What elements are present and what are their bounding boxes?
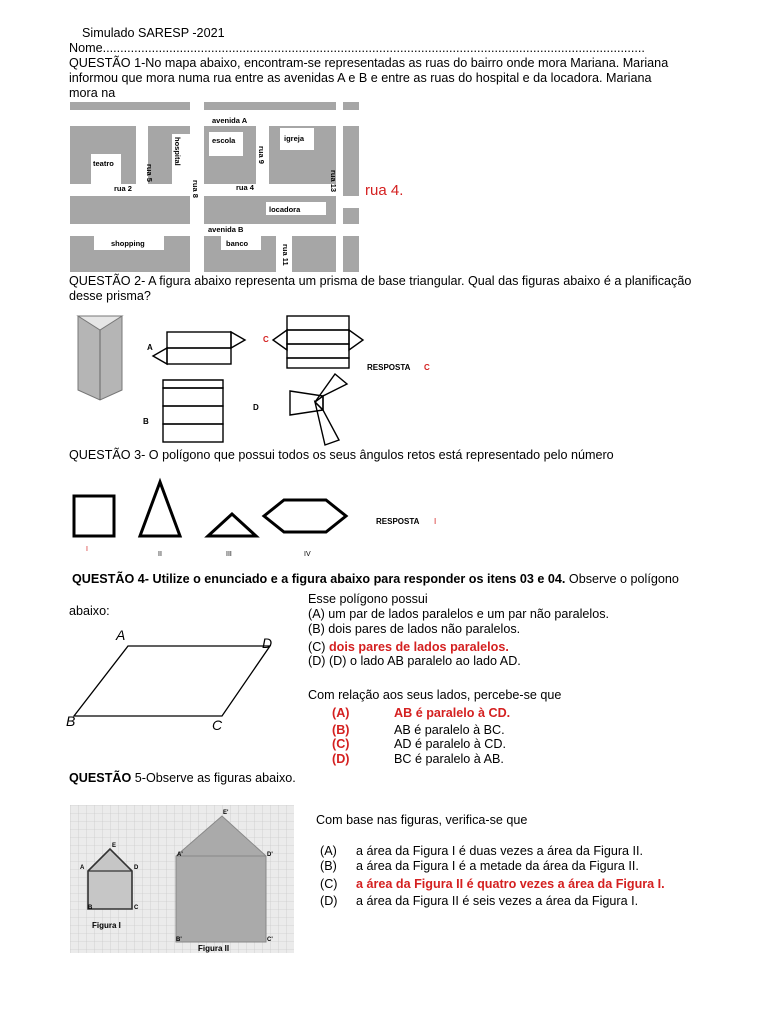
net-c-face-4 [287,358,349,368]
q4-relation-a-text: AB é paralelo à CD. [394,706,511,720]
figure-i-label: Figura I [92,921,121,930]
q3-text: QUESTÃO 3- O polígono que possui todos os seus ângulos retos está representado pelo número [69,448,614,462]
q4-relation-b-text: AB é paralelo à BC. [394,723,505,737]
point-label-a-prime: A' [177,852,183,858]
map-label-rua-11: rua 11 [281,244,290,266]
net-c-triangle-left [273,330,287,350]
point-label-b: B [88,905,93,911]
map-label-hospital: hospital [173,137,182,166]
polygon-triangle [140,482,180,536]
point-label-e-prime: E' [223,810,229,816]
q4-relation-intro: Com relação aos seus lados, percebe-se que [308,688,562,702]
q4-relation-c-text: AD é paralelo à CD. [394,737,506,751]
point-label-c-prime: C' [267,937,273,943]
map-label-igreja: igreja [284,134,305,143]
map-block [343,236,359,272]
q1-text-line-1: QUESTÃO 1-No mapa abaixo, encontram-se representadas as ruas do bairro onde mora Mariana. Mariana [69,56,669,70]
map-label-avenida-b: avenida B [208,225,244,234]
q5-option-a-text: a área da Figura I é duas vezes a área da Figura II. [356,844,644,858]
q5-heading-bold: QUESTÃO [69,771,132,785]
q4-option-c-prefix: (C) [308,640,329,654]
figure-ii-label: Figura II [198,944,230,953]
point-label-b-prime: B' [176,937,182,943]
q4-relation-b-letter: (B) [332,723,350,737]
q4-heading-prefix: QUESTÃO 4- [72,572,149,586]
point-label-c: C [134,905,139,911]
vertex-label-a: A [116,627,126,643]
map-label-rua-4: rua 4 [236,183,254,192]
q4-option-c-text: dois pares de lados paralelos. [328,640,509,654]
q4-intro: Esse polígono possui [308,592,428,606]
q5-heading-rest: 5-Observe as figuras abaixo. [131,771,296,785]
vertex-label-d: D [262,635,273,651]
map-block [292,236,336,272]
q2-resposta-label: RESPOSTA [367,363,411,372]
point-label-a: A [80,865,85,871]
q5-option-d-text: a área da Figura II é seis vezes a área da Figura I. [356,894,639,908]
q5-option-a-letter: (A) [320,844,337,858]
net-c-triangle-right [349,330,363,350]
net-d-arm-bottom [315,402,339,445]
net-b-top-strip [163,380,223,388]
q5-option-c-text: a área da Figura II é quatro vezes a área da Figura I. [356,877,665,891]
q2-resposta-value: C [424,363,430,372]
polygon-label-iv: IV [304,551,311,558]
net-label-c: C [263,335,269,344]
point-label-e: E [112,843,117,849]
map-label-rua-2: rua 2 [114,184,132,193]
map-block [70,102,190,110]
q1-text-line-2: informou que mora numa rua entre as avenidas A e B e entre as ruas do hospital e da locadora. Mariana [69,71,652,85]
q5-option-d-letter: (D) [320,894,338,908]
map-block [343,102,359,110]
polygon-label-iii: III [226,551,232,558]
polygon-square [74,496,114,536]
q2-nets-figure [135,312,465,447]
q4-option-c [308,640,509,655]
net-a-face-bottom [167,348,231,364]
map-label-rua-13: rua 13 [329,170,338,193]
point-label-d-prime: D' [267,852,273,858]
net-c-face-1 [287,316,349,330]
map-label-rua-8: rua 8 [191,180,200,198]
q4-option-d: (D) (D) o lado AB paralelo ao lado AD. [308,654,521,668]
q4-relation-d-letter: (D) [332,752,350,766]
map-block [70,196,190,224]
q4-parallelogram-figure [62,624,280,736]
polygon-small-triangle [208,514,256,536]
net-d-arm-left [290,391,323,415]
net-b-face-1 [163,388,223,406]
q5-option-b-letter: (B) [320,859,337,873]
q1-street-map [68,102,362,272]
q4-heading-rest: Observe o polígono [568,572,679,586]
q5-option-c-letter: (C) [320,877,338,891]
q1-text-line-3: mora na [69,86,116,100]
map-block [204,102,336,110]
map-label-rua-5: rua 5 [145,164,154,182]
vertex-label-b: B [66,713,76,729]
q5-intro: Com base nas figuras, verifica-se que [316,813,528,827]
q4-relation-c-letter: (C) [332,737,350,751]
q3-resposta-value: I [434,517,437,526]
polygon-label-i: I [86,546,88,553]
name-line: Nome........................................................................................................................................................... [69,41,645,55]
point-label-d: D [134,865,139,871]
document-title: Simulado SARESP -2021 [82,26,225,40]
q4-relation-d-text: BC é paralelo à AB. [394,752,504,766]
q5-option-b-text: a área da Figura I é a metade da área da Figura II. [356,859,639,873]
polygon-hexagon [264,500,346,532]
q4-option-b: (B) dois pares de lados não paralelos. [308,622,521,636]
q1-answer: rua 4. [365,182,404,199]
net-c-face-3 [287,344,349,358]
q4-heading [72,572,679,587]
vertex-label-c: C [212,717,223,733]
map-block [343,208,359,224]
q4-relation-a-letter: (A) [332,706,350,720]
map-label-shopping: shopping [111,239,145,248]
net-b-face-3 [163,424,223,442]
q2-prism-figure [72,312,132,402]
map-label-teatro: teatro [93,159,114,168]
q2-text-line-2: desse prisma? [69,289,151,303]
map-label-banco: banco [226,239,249,248]
net-a-triangle-left [153,348,167,364]
net-label-a: A [147,343,153,352]
q5-grid-figure [70,805,294,953]
q3-resposta-label: RESPOSTA [376,517,420,526]
q4-abaixo: abaixo: [69,604,110,618]
parallelogram-abcd [74,646,270,716]
net-label-d: D [253,403,259,412]
net-c-face-2 [287,330,349,344]
net-label-b: B [143,417,149,426]
map-label-escola: escola [212,136,236,145]
net-a-triangle-right [231,332,245,348]
map-label-avenida-a: avenida A [212,116,248,125]
q2-text-line-1: QUESTÃO 2- A figura abaixo representa um prisma de base triangular. Qual das figuras abaixo é a planificação [69,274,692,288]
net-a-face-top [167,332,231,348]
map-label-locadora: locadora [269,205,301,214]
q4-option-a: (A) um par de lados paralelos e um par não paralelos. [308,607,610,621]
q5-heading [69,771,296,786]
net-b-face-2 [163,406,223,424]
q3-polygons-figure [66,474,456,564]
map-block [343,126,359,196]
net-d-arm-top [315,374,347,402]
map-label-rua-9: rua 9 [257,146,266,164]
polygon-label-ii: II [158,551,162,558]
q4-heading-bold: Utilize o enunciado e a figura abaixo para responder os itens 03 e 04. [152,572,566,586]
